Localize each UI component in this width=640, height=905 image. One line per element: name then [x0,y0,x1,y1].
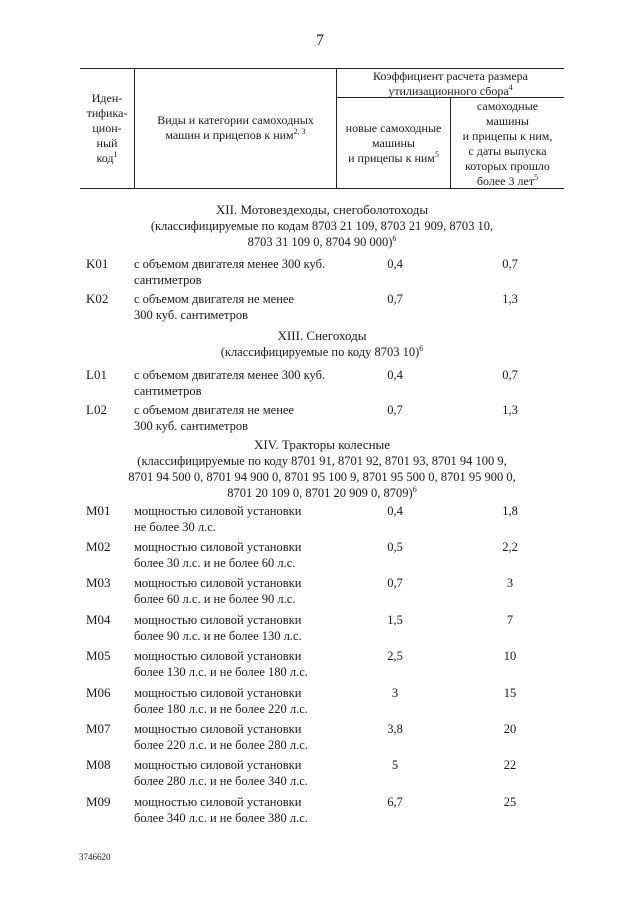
row-code: K02 [86,291,109,306]
header-old-line: которых прошло [465,159,550,173]
table-row [0,648,640,682]
header-old-line: с даты выпуска [468,144,547,158]
header-code-line: ный [96,136,118,150]
section-title: XIV. Тракторы колесные [253,437,391,452]
footnote-mark: 6 [412,484,417,494]
row-coef-new: 2,5 [387,649,403,663]
row-code: M05 [86,648,111,663]
row-coef-new: 0,7 [387,576,403,590]
row-coef-new: 0,5 [387,540,403,554]
row-coef-old: 1,3 [502,292,518,306]
header-coef-line: утилизационного сбора$^4$ [388,83,513,98]
section-heading-xiv [80,437,564,501]
row-code: M02 [86,539,111,554]
row-code: M06 [86,685,111,700]
row-coef-old: 0,7 [502,257,518,271]
footnote-mark: 5 [434,150,439,159]
header-code-line: код$^1$ [96,150,118,165]
section-heading-xiii [80,328,564,360]
header-old-line: самоходные [476,99,539,113]
row-code: M09 [86,794,111,809]
row-description: мощностью силовой установки более 90 л.с. и не более 130 л.с. [134,613,302,643]
table-row [0,685,640,719]
footnote-mark: 6 [392,233,397,243]
table-row [0,256,640,290]
row-description: мощностью силовой установки более 340 л.с. и не более 380 л.с. [134,795,308,825]
table-row [0,794,640,828]
header-old-column [451,99,564,189]
row-coef-old: 1,3 [502,403,518,417]
section-codes-line: 8703 31 109 0, 8704 90 000)$^6$ [247,233,397,249]
header-old-line: более 3 лет$^5$ [476,173,539,188]
table-row [0,612,640,646]
row-code: K01 [86,256,109,271]
row-coef-old: 1,8 [502,504,518,518]
section-title: XII. Мотовездеходы, снегоболотоходы [215,202,429,217]
section-codes-line: (классифицируемые по коду 8701 91, 8701 92, 8701 93, 8701 94 100 9, [137,454,507,468]
row-description: мощностью силовой установки более 180 л.с. и не более 220 л.с. [134,686,308,716]
row-coef-new: 0,4 [387,368,403,382]
section-codes-line: 8701 20 109 0, 8701 20 909 0, 8709)$^6$ [227,484,417,500]
header-code-line: цион- [92,121,122,135]
footnote-mark: 1 [113,150,118,159]
row-coef-old: 25 [503,795,517,809]
row-coef-new: 0,4 [387,504,403,518]
section-heading-xii [80,202,564,250]
footnote-mark: 2, 3 [293,127,306,136]
section-codes-line: 8701 94 500 0, 8701 94 900 0, 8701 95 100 9, 8701 95 500 0, 8701 95 900 0, [128,470,516,484]
row-description: мощностью силовой установки более 60 л.с. и не более 90 л.с. [134,576,302,606]
table-row [0,367,640,401]
header-new-line: и прицепы к ним$^5$ [348,150,439,165]
row-description: с объемом двигателя не менее 300 куб. сантиметров [134,403,294,433]
row-coef-old: 2,2 [502,540,518,554]
row-description: с объемом двигателя не менее 300 куб. сантиметров [134,292,294,322]
table-row [0,402,640,436]
header-old-line: машины [486,114,529,128]
header-coef-title [337,69,564,99]
row-coef-old: 3 [506,576,514,590]
header-kinds-line: машин и прицепов к ним$^{2, 3}$ [165,127,306,142]
row-coef-new: 3,8 [387,722,403,736]
row-code: M08 [86,757,111,772]
row-coef-new: 0,7 [387,403,403,417]
row-description: с объемом двигателя менее 300 куб. сантиметров [134,257,326,287]
row-coef-old: 15 [503,686,517,700]
table-row [0,721,640,755]
footnote-mark: 5 [534,173,539,182]
section-codes-line: (классифицируемые по кодам 8703 21 109, 8703 21 909, 8703 10, [150,219,494,233]
header-code-line: Иден- [91,91,123,105]
header-old-line: и прицепы к ним, [462,129,553,143]
row-coef-new: 3 [391,686,399,700]
row-code: M07 [86,721,111,736]
row-code: L02 [86,402,107,417]
table-row [0,575,640,609]
row-code: M04 [86,612,111,627]
page-number: 7 [316,32,324,49]
row-coef-new: 0,4 [387,257,403,271]
row-description: мощностью силовой установки не более 30 л.с. [134,504,302,534]
table-row [0,503,640,537]
header-coef-line: Коэффициент расчета размера [372,69,528,83]
row-coef-new: 5 [391,758,399,772]
row-code: M01 [86,503,111,518]
section-title: XIII. Снегоходы [277,328,367,343]
row-coef-old: 0,7 [502,368,518,382]
header-new-column [337,121,450,166]
row-code: M03 [86,575,111,590]
header-code-line: тифика- [86,106,128,120]
row-description: мощностью силовой установки более 280 л.с. и не более 340 л.с. [134,758,308,788]
row-coef-new: 6,7 [387,795,403,809]
row-code: L01 [86,367,107,382]
header-code-column [80,91,134,166]
row-coef-new: 0,7 [387,292,403,306]
row-description: мощностью силовой установки более 30 л.с. и не более 60 л.с. [134,540,302,570]
footnote-mark: 4 [508,83,513,92]
footnote-mark: 6 [419,343,424,353]
table-row [0,291,640,325]
header-new-line: машины [372,136,415,150]
row-description: мощностью силовой установки более 130 л.с. и не более 180 л.с. [134,649,308,679]
section-codes-line: (классифицируемые по коду 8703 10)$^6$ [220,343,424,359]
table-row [0,539,640,573]
header-kinds-column [135,113,336,143]
header-kinds-line: Виды и категории самоходных [157,113,314,127]
table-row [0,757,640,791]
row-description: мощностью силовой установки более 220 л.с. и не более 280 л.с. [134,722,308,752]
row-description: с объемом двигателя менее 300 куб. сантиметров [134,368,326,398]
row-coef-old: 10 [503,649,517,663]
row-coef-old: 7 [506,613,514,627]
document-footer-code: 3746620 [79,852,111,862]
row-coef-old: 22 [503,758,517,772]
table-header [80,68,564,189]
header-new-line: новые самоходные [345,121,442,135]
row-coef-old: 20 [503,722,517,736]
row-coef-new: 1,5 [387,613,403,627]
